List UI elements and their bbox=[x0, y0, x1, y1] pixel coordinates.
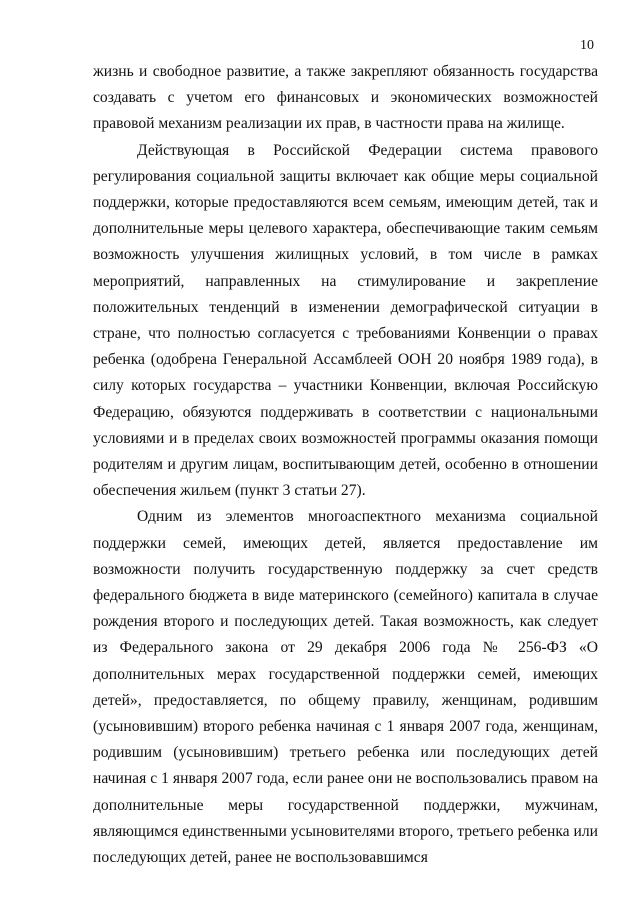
page-number: 10 bbox=[580, 38, 594, 53]
paragraph-continuation: жизнь и свободное развитие, а также закрепляют обязанность государства создавать с учетом его финансовых и экономических возможностей правовой механизм реализации их прав, в частности права на жилище. bbox=[93, 63, 598, 133]
document-body bbox=[93, 59, 598, 871]
paragraph-legal-regulation: Действующая в Российской Федерации система правового регулирования социальной защиты включает как общие меры социальной поддержки, которые предоставляются всем семьям, имеющим детей, так и дополнительные меры целевого характера, обеспечивающие таким семьям возможность улучшения жилищных условий, в том числе в рамках мероприятий, направленных на стимулирование и закрепление положительных тенденций в изменении демографической ситуации в стране, что полностью согласуется с требованиями Конвенции о правах ребенка (одобрена Генеральной Ассамблеей ООН 20 ноября 1989 года), в силу которых государства – участники Конвенции, включая Российскую Федерацию, обязуются поддерживать в соответствии с национальными условиями и в пределах своих возможностей программы оказания помощи родителям и другим лицам, воспитывающим детей, особенно в отношении обеспечения жильем (пункт 3 статьи 27). bbox=[93, 141, 598, 500]
paragraph-maternity-capital: Одним из элементов многоаспектного механизма социальной поддержки семей, имеющих детей, является предоставление им возможности получить государственную поддержку за счет средств федерального бюджета в виде материнского (семейного) капитала в случае рождения второго и последующих детей. Такая возможность, как следует из Федерального закона от 29 декабря 2006 года № 256-ФЗ «О дополнительных мерах государственной поддержки семей, имеющих детей», предоставляется, по общему правилу, женщинам, родившим (усыновившим) второго ребенка начиная с 1 января 2007 года, женщинам, родившим (усыновившим) третьего ребенка или последующих детей начиная с 1 января 2007 года, если ранее они не воспользовались правом на дополнительные меры государственной поддержки, мужчинам, являющимся единственными усыновителями второго, третьего ребенка или последующих детей, ранее не воспользовавшимся bbox=[93, 508, 598, 867]
